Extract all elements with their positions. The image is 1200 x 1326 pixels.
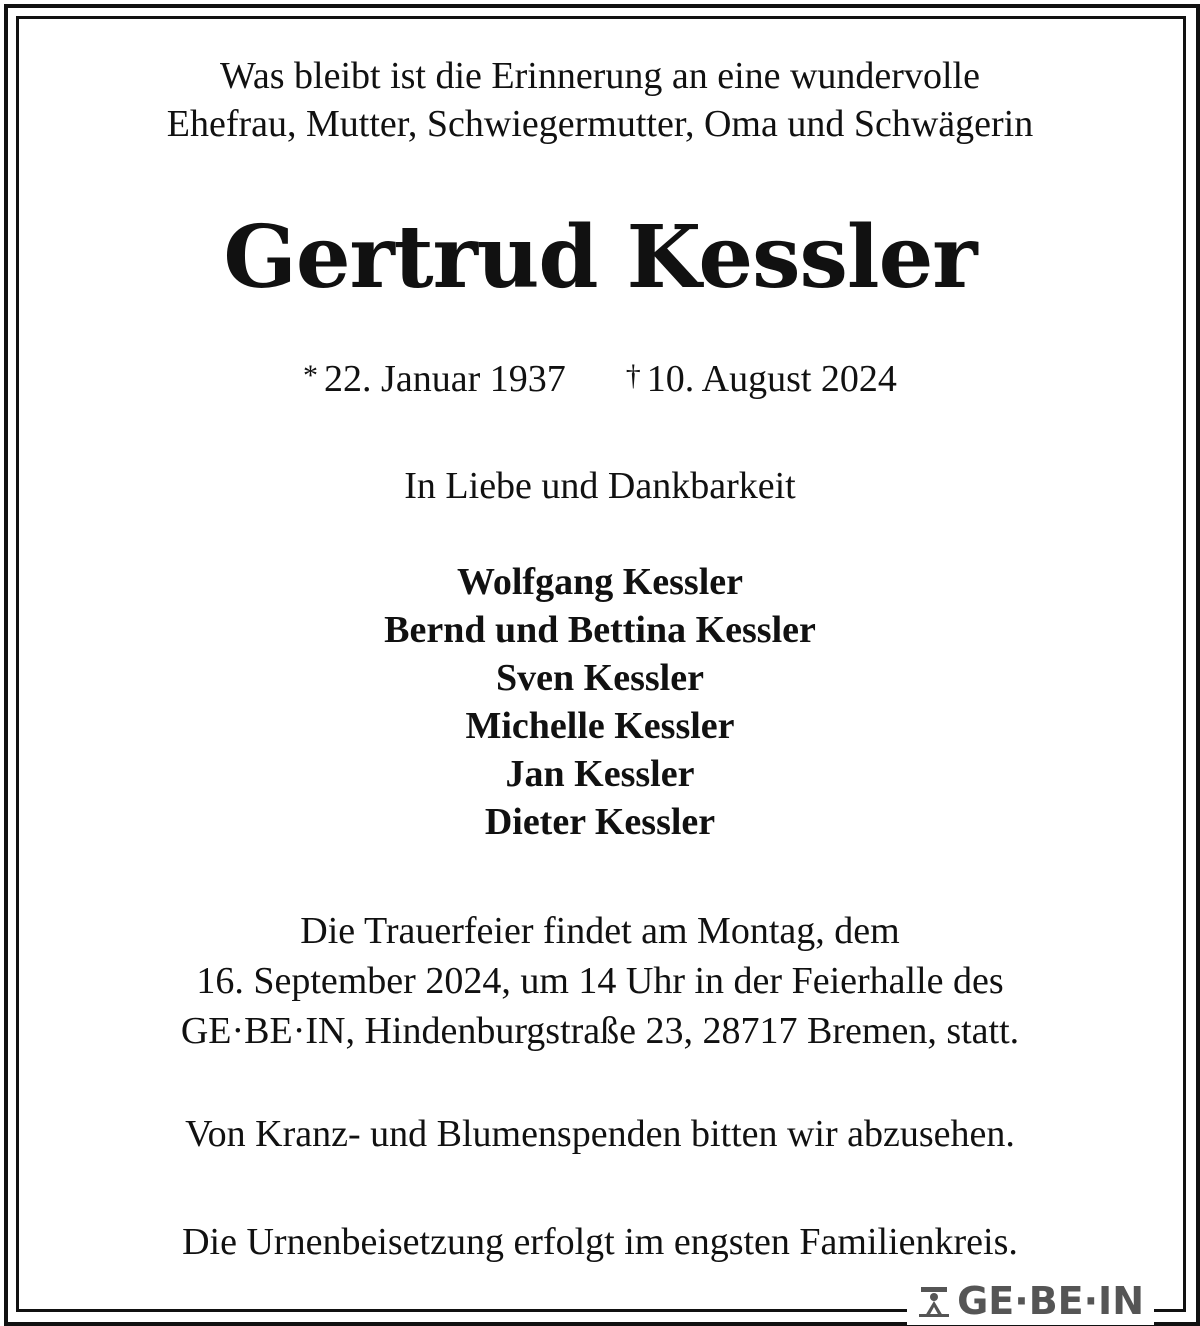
birth-date: 22. Januar 1937 — [324, 358, 566, 400]
mourner-name: Wolfgang Kessler — [456, 561, 744, 603]
flowers-note: Von Kranz- und Blumenspenden bitten wir abzusehen. — [185, 1113, 1015, 1155]
mourner-name: Bernd und Bettina Kessler — [384, 609, 816, 651]
mourner-name: Sven Kessler — [496, 657, 704, 699]
mourner-name: Dieter Kessler — [484, 801, 716, 843]
intro-line: Was bleibt ist die Erinnerung an eine wundervolle — [220, 55, 980, 97]
gebein-figure-icon — [917, 1284, 951, 1318]
funeral-line: 16. September 2024, um 14 Uhr in der Feierhalle des — [196, 960, 1004, 1002]
gebein-logo — [907, 1277, 1154, 1325]
death-date: 10. August 2024 — [646, 358, 897, 400]
life-dates — [24, 352, 1176, 403]
mourners-list — [24, 558, 1176, 846]
deceased-name: Gertrud Kessler — [223, 207, 977, 308]
intro-text — [24, 52, 1176, 148]
funeral-line: Die Trauerfeier findet am Montag, dem — [300, 910, 900, 952]
logo-text: GE·BE·IN — [957, 1279, 1144, 1323]
intro-line: Ehefrau, Mutter, Schwiegermutter, Oma und Schwägerin — [166, 103, 1034, 145]
funeral-info — [24, 906, 1176, 1056]
urn-note: Die Urnenbeisetzung erfolgt im engsten Familienkreis. — [182, 1221, 1018, 1263]
dedication: In Liebe und Dankbarkeit — [404, 465, 796, 507]
funeral-line: GE·BE·IN, Hindenburgstraße 23, 28717 Bremen, statt. — [180, 1010, 1020, 1052]
mourner-name: Michelle Kessler — [465, 705, 735, 747]
death-symbol: † — [625, 359, 641, 392]
mourner-name: Jan Kessler — [505, 753, 695, 795]
birth-symbol: * — [303, 359, 319, 392]
